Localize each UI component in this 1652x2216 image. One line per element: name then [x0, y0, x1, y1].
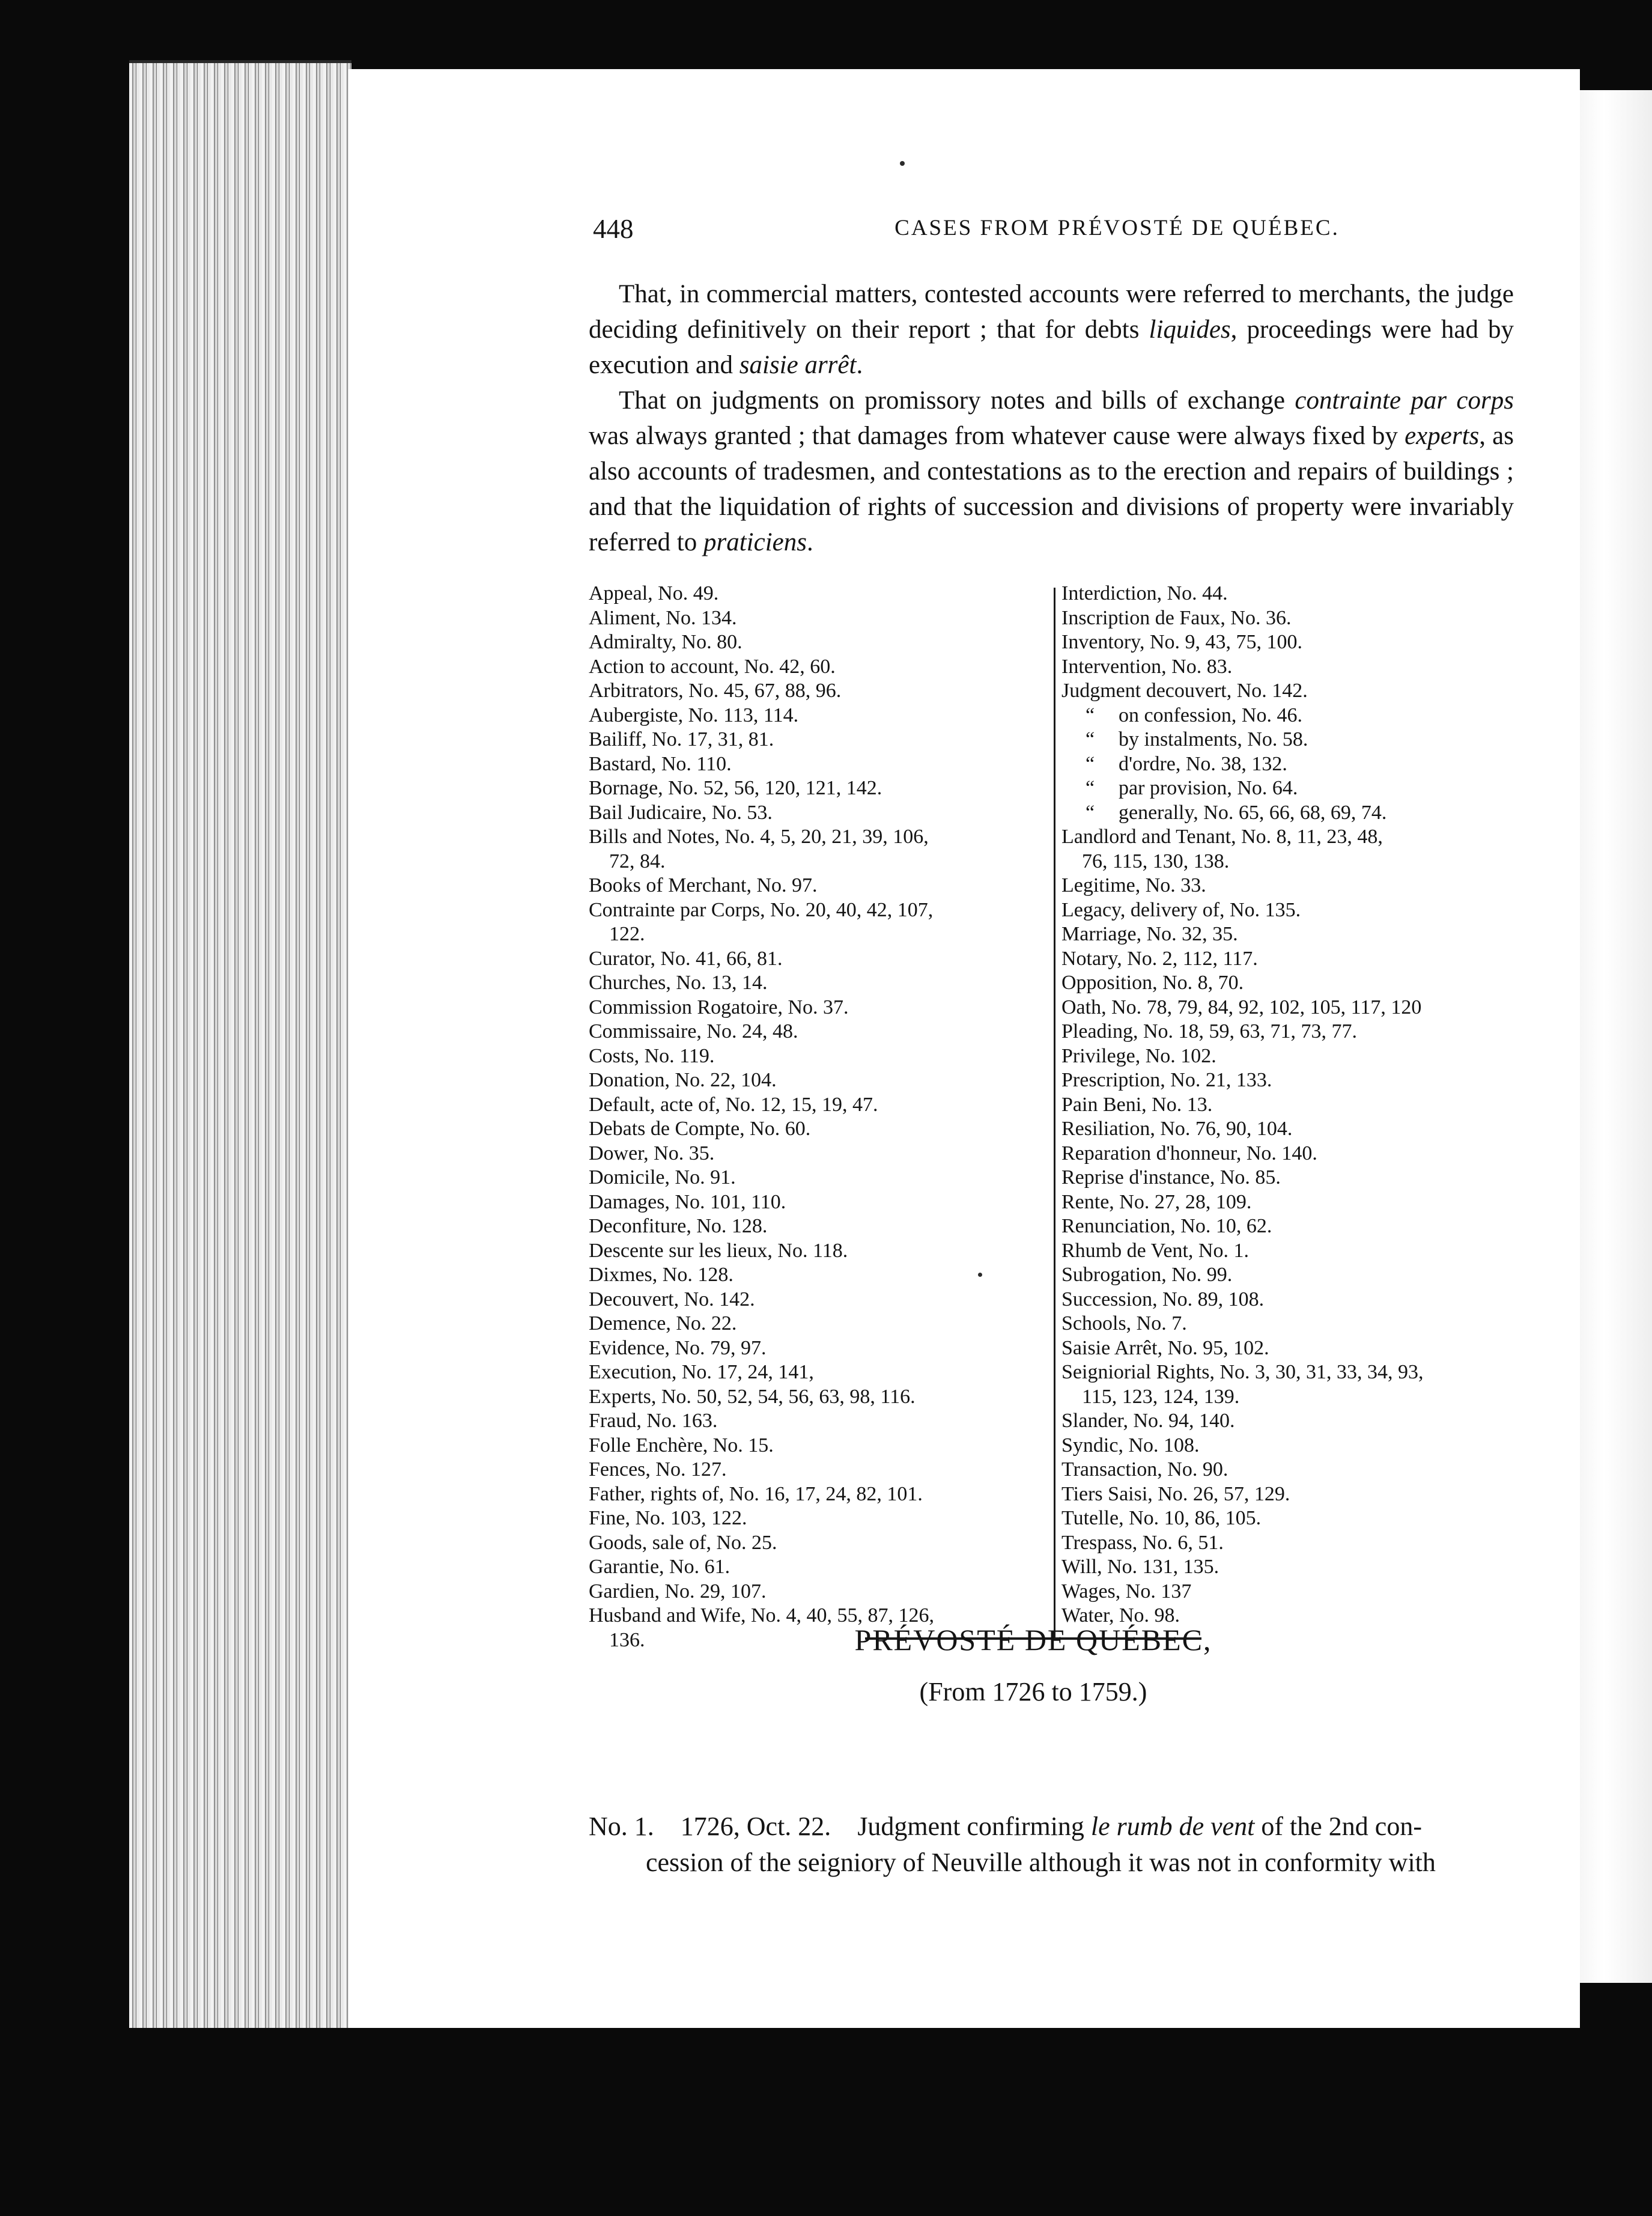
index-entry-text: Commissaire, No. 24, 48. [589, 1020, 798, 1043]
index-entry [589, 1336, 1045, 1361]
index-entry [589, 1044, 1045, 1069]
index-entry-text: Aliment, No. 134. [589, 606, 737, 629]
index-entry [1061, 1458, 1518, 1482]
index-entry-continuation [589, 850, 1045, 874]
index-entry-text: Pain Beni, No. 13. [1061, 1093, 1213, 1116]
index-entry-text: Judgment decouvert, No. 142. [1061, 680, 1308, 702]
index-entry [589, 1068, 1045, 1093]
index-entry-text: Pleading, No. 18, 59, 63, 71, 73, 77. [1061, 1020, 1358, 1043]
index-entry-text: Contrainte par Corps, No. 20, 40, 42, 107, [589, 898, 934, 921]
index-entry-text: Schools, No. 7. [1061, 1312, 1187, 1335]
index-entry [1061, 1142, 1518, 1166]
index-entry [589, 1166, 1045, 1190]
index-entry [1061, 1336, 1518, 1361]
index-entry [589, 1531, 1045, 1556]
index-entry [589, 679, 1045, 704]
index-entry [1061, 922, 1518, 947]
index-entry [589, 996, 1045, 1020]
case-entry [589, 1809, 1514, 1881]
index-entry-text: Reparation d'honneur, No. 140. [1061, 1142, 1317, 1164]
index-entry [589, 1506, 1045, 1531]
index-entry-text: Domicile, No. 91. [589, 1166, 736, 1189]
scan-speck [900, 161, 905, 166]
index-entry-text: 76, 115, 130, 138. [1082, 850, 1230, 872]
index-entry [1061, 630, 1518, 655]
index-entry-text: Donation, No. 22, 104. [589, 1069, 777, 1091]
case-line-2: cession of the seigniory of Neuville although it was not in conformity with [646, 1848, 1436, 1877]
intro-paragraph-2 [589, 383, 1514, 560]
index-entry [589, 655, 1045, 680]
index-entry-text: Tiers Saisi, No. 26, 57, 129. [1061, 1482, 1290, 1505]
ditto-mark: “ [1085, 728, 1095, 750]
index-entry-text: Subrogation, No. 99. [1061, 1264, 1233, 1286]
index-entry-text: 136. [609, 1628, 645, 1651]
index-entry [1061, 1117, 1518, 1142]
index-entry-text: Admiralty, No. 80. [589, 631, 742, 653]
index-entry-text: Garantie, No. 61. [589, 1556, 730, 1578]
index-entry [1061, 1482, 1518, 1507]
index-entry-text: Demence, No. 22. [589, 1312, 737, 1335]
index-entry [1061, 1263, 1518, 1288]
index-entry-continuation [1061, 1385, 1518, 1410]
index-entry [589, 1190, 1045, 1215]
index-entry-text: Appeal, No. 49. [589, 582, 719, 604]
index-entry [589, 1288, 1045, 1312]
index-entry [1061, 655, 1518, 680]
index-entry-text: Rhumb de Vent, No. 1. [1061, 1239, 1249, 1262]
index-entry-text: Inventory, No. 9, 43, 75, 100. [1061, 631, 1303, 653]
italic-run: contrainte par corps [1295, 386, 1514, 415]
index-entry-text: on confession, No. 46. [1119, 704, 1302, 726]
index-entry-text: Commission Rogatoire, No. 37. [589, 996, 849, 1018]
page-header [593, 213, 1530, 255]
index-column-left [589, 582, 1045, 1652]
index-entry-text: Descente sur les lieux, No. 118. [589, 1239, 848, 1262]
index-entry [589, 1239, 1045, 1264]
index-sub-entry [1061, 776, 1518, 801]
section-title: PRÉVOSTÉ DE QUÉBEC, [854, 1623, 1212, 1657]
text-run: was always granted ; that damages from whatever cause were always fixed by [589, 422, 1405, 450]
index-entry-text: Legitime, No. 33. [1061, 874, 1206, 896]
index-entry [589, 825, 1045, 850]
ditto-mark: “ [1085, 777, 1095, 799]
index-entry [1061, 1093, 1518, 1118]
index-entry [589, 1214, 1045, 1239]
index-entry-text: Saisie Arrêt, No. 95, 102. [1061, 1336, 1269, 1359]
index-entry [589, 947, 1045, 972]
index-entry-text: Books of Merchant, No. 97. [589, 874, 818, 896]
ditto-mark: “ [1085, 704, 1095, 726]
index-entry-text: Rente, No. 27, 28, 109. [1061, 1190, 1252, 1213]
index-entry [589, 898, 1045, 923]
index-entry [589, 606, 1045, 631]
text-run: , as also accounts of tradesmen, and contestations as to the erection and repairs of buildings ; and that the liquidation of rights of succession and divisions of property were invariably referred to [589, 422, 1514, 556]
index-entry-text: Trespass, No. 6, 51. [1061, 1531, 1224, 1554]
index-entry-text: d'ordre, No. 38, 132. [1119, 752, 1287, 775]
index-entry-text: Wages, No. 137 [1061, 1580, 1192, 1603]
index-sub-entry [1061, 728, 1518, 752]
index-entry-text: 122. [609, 923, 645, 945]
index-entry [589, 1263, 1045, 1288]
index-entry-text: Will, No. 131, 135. [1061, 1556, 1219, 1578]
index-entry-text: Notary, No. 2, 112, 117. [1061, 947, 1258, 970]
index-entry [1061, 1044, 1518, 1069]
index-entry [1061, 679, 1518, 704]
index-entry [589, 752, 1045, 777]
index-entry [1061, 1506, 1518, 1531]
index-entry [1061, 1214, 1518, 1239]
index-entry-text: Dixmes, No. 128. [589, 1264, 733, 1286]
index-entry [1061, 1531, 1518, 1556]
index-entry-text: Bastard, No. 110. [589, 752, 732, 775]
index-entry [589, 1555, 1045, 1580]
index-entry-text: Husband and Wife, No. 4, 40, 55, 87, 126, [589, 1604, 934, 1627]
index-entry-text: Privilege, No. 102. [1061, 1044, 1216, 1067]
index-entry [1061, 1434, 1518, 1458]
index-entry-text: 72, 84. [609, 850, 666, 872]
italic-run: praticiens [703, 528, 807, 556]
index-entry-text: by instalments, No. 58. [1119, 728, 1308, 750]
index-entry-text: Dower, No. 35. [589, 1142, 715, 1164]
index-entry [589, 1360, 1045, 1385]
index-entry-text: Fraud, No. 163. [589, 1410, 718, 1432]
index-entry [589, 1093, 1045, 1118]
index-entry-text: Debats de Compte, No. 60. [589, 1118, 811, 1140]
italic-run: experts [1405, 422, 1480, 450]
index-entry-text: Inscription de Faux, No. 36. [1061, 606, 1292, 629]
index-entry-text: generally, No. 65, 66, 68, 69, 74. [1119, 801, 1387, 824]
case-number: No. 1. [589, 1812, 654, 1841]
index-entry-text: par provision, No. 64. [1119, 777, 1298, 799]
index-entry-text: Slander, No. 94, 140. [1061, 1410, 1235, 1432]
index-entry [1061, 1580, 1518, 1604]
index-entry-text: Deconfiture, No. 128. [589, 1215, 768, 1237]
text-run: Judgment confirming [857, 1812, 1091, 1841]
index-entry-text: Bail Judicaire, No. 53. [589, 801, 773, 824]
book-page-edges [129, 63, 351, 2028]
index-entry-text: Oath, No. 78, 79, 84, 92, 102, 105, 117, 120 [1061, 996, 1422, 1018]
text-run: of the 2nd con- [1254, 1812, 1422, 1841]
index-entry [1061, 1555, 1518, 1580]
index-entry [1061, 1068, 1518, 1093]
next-page-edge [1580, 90, 1652, 1983]
index-entry [589, 1312, 1045, 1336]
index-entry [589, 1458, 1045, 1482]
index-entry-text: Tutelle, No. 10, 86, 105. [1061, 1507, 1262, 1529]
index-entry-text: Interdiction, No. 44. [1061, 582, 1228, 604]
index-entry [1061, 606, 1518, 631]
ditto-mark: “ [1085, 801, 1095, 824]
index-entry [1061, 996, 1518, 1020]
index-entry [1061, 1020, 1518, 1044]
text-run: That, in commercial matters, contested accounts were referred to merchants, the judge deciding definitively on their report ; that for debts [589, 280, 1514, 344]
index-entry-text: Legacy, delivery of, No. 135. [1061, 898, 1301, 921]
index-entry [1061, 1409, 1518, 1434]
index-entry-text: Churches, No. 13, 14. [589, 972, 768, 994]
index-entry [1061, 582, 1518, 606]
index-entry [589, 582, 1045, 606]
index-entry-text: 115, 123, 124, 139. [1082, 1385, 1240, 1408]
index-entry [589, 971, 1045, 996]
index-entry [589, 728, 1045, 752]
index-entry [1061, 874, 1518, 898]
index-sub-entry [1061, 801, 1518, 826]
index-entry-text: Transaction, No. 90. [1061, 1458, 1228, 1481]
case-line-1 [589, 1809, 1514, 1845]
text-run: . [806, 528, 813, 556]
index-entry-text: Bailiff, No. 17, 31, 81. [589, 728, 774, 750]
index-entry-text: Fences, No. 127. [589, 1458, 727, 1481]
index-entry-text: Curator, No. 41, 66, 81. [589, 947, 783, 970]
index-entry [589, 1434, 1045, 1458]
text-run: , proceedings were had by execution and [589, 315, 1514, 379]
index-entry-text: Aubergiste, No. 113, 114. [589, 704, 799, 726]
index-entry-text: Decouvert, No. 142. [589, 1288, 755, 1310]
index-entry-continuation [1061, 850, 1518, 874]
index-entry-text: Bornage, No. 52, 56, 120, 121, 142. [589, 777, 882, 799]
index-entry-text: Marriage, No. 32, 35. [1061, 923, 1238, 945]
index-entry [1061, 1166, 1518, 1190]
index-sub-entry [1061, 704, 1518, 728]
index-entry [1061, 825, 1518, 850]
index-entry [1061, 1239, 1518, 1264]
index-entry [589, 1385, 1045, 1410]
text-run: . [856, 351, 863, 379]
index-entry-text: Fine, No. 103, 122. [589, 1507, 747, 1529]
index-entry [589, 1409, 1045, 1434]
index-entry-text: Costs, No. 119. [589, 1044, 715, 1067]
index-entry-text: Evidence, No. 79, 97. [589, 1336, 767, 1359]
index-entry-text: Intervention, No. 83. [1061, 655, 1233, 678]
index-entry [1061, 947, 1518, 972]
index-entry-text: Damages, No. 101, 110. [589, 1190, 786, 1213]
index-entry-text: Default, acte of, No. 12, 15, 19, 47. [589, 1093, 878, 1116]
column-divider [1054, 588, 1055, 1638]
index-entry-text: Reprise d'instance, No. 85. [1061, 1166, 1281, 1189]
index-entry [1061, 1288, 1518, 1312]
index-entry [1061, 1312, 1518, 1336]
section-subtitle: (From 1726 to 1759.) [919, 1677, 1147, 1706]
index-entry [589, 1142, 1045, 1166]
scan-speck [978, 1273, 982, 1277]
index-entry [589, 1580, 1045, 1604]
index-entry-text: Renunciation, No. 10, 62. [1061, 1215, 1272, 1237]
index-entry [1061, 971, 1518, 996]
index-entry [589, 776, 1045, 801]
running-title: CASES FROM PRÉVOSTÉ DE QUÉBEC. [894, 216, 1340, 240]
index-entry-continuation [589, 922, 1045, 947]
index-entry-text: Resiliation, No. 76, 90, 104. [1061, 1118, 1293, 1140]
index-entry-text: Opposition, No. 8, 70. [1061, 972, 1244, 994]
index-entry [589, 874, 1045, 898]
index-entry [589, 704, 1045, 728]
index-entry-text: Prescription, No. 21, 133. [1061, 1069, 1272, 1091]
index-entry [1061, 898, 1518, 923]
index-entry-text: Gardien, No. 29, 107. [589, 1580, 767, 1603]
index-entry-text: Succession, No. 89, 108. [1061, 1288, 1265, 1310]
index-entry-text: Landlord and Tenant, No. 8, 11, 23, 48, [1061, 826, 1383, 848]
index-entry [589, 630, 1045, 655]
index-sub-entry [1061, 752, 1518, 777]
index-entry-text: Seigniorial Rights, No. 3, 30, 31, 33, 34, 93, [1061, 1361, 1424, 1383]
case-date: 1726, Oct. 22. [680, 1812, 831, 1841]
index-entry-text: Action to account, No. 42, 60. [589, 655, 836, 678]
index-entry [589, 1117, 1045, 1142]
index-entry-text: Father, rights of, No. 16, 17, 24, 82, 101. [589, 1482, 923, 1505]
italic-run: liquides [1149, 315, 1231, 344]
index-entry-text: Execution, No. 17, 24, 141, [589, 1361, 814, 1383]
italic-run: saisie arrêt [739, 351, 857, 379]
index-entry-text: Bills and Notes, No. 4, 5, 20, 21, 39, 106, [589, 826, 929, 848]
page-number: 448 [593, 214, 634, 244]
ditto-mark: “ [1085, 752, 1095, 775]
index-entry [1061, 1190, 1518, 1215]
index-entry-text: Water, No. 98. [1061, 1604, 1180, 1627]
index-column-right [1061, 582, 1518, 1628]
intro-paragraph-1 [589, 276, 1514, 383]
intro-text [589, 276, 1514, 560]
index-entry-text: Folle Enchère, No. 15. [589, 1434, 774, 1457]
index-entry-text: Experts, No. 50, 52, 54, 56, 63, 98, 116. [589, 1385, 916, 1408]
index-entry-text: Goods, sale of, No. 25. [589, 1531, 777, 1554]
index-entry-text: Arbitrators, No. 45, 67, 88, 96. [589, 680, 842, 702]
index-entry [589, 1020, 1045, 1044]
index-entry [589, 801, 1045, 826]
index-entry-text: Syndic, No. 108. [1061, 1434, 1200, 1457]
index-entry [1061, 1360, 1518, 1385]
italic-run: le rumb de vent [1090, 1812, 1255, 1841]
index-entry [589, 1482, 1045, 1507]
text-run: That on judgments on promissory notes and bills of exchange [619, 386, 1295, 415]
